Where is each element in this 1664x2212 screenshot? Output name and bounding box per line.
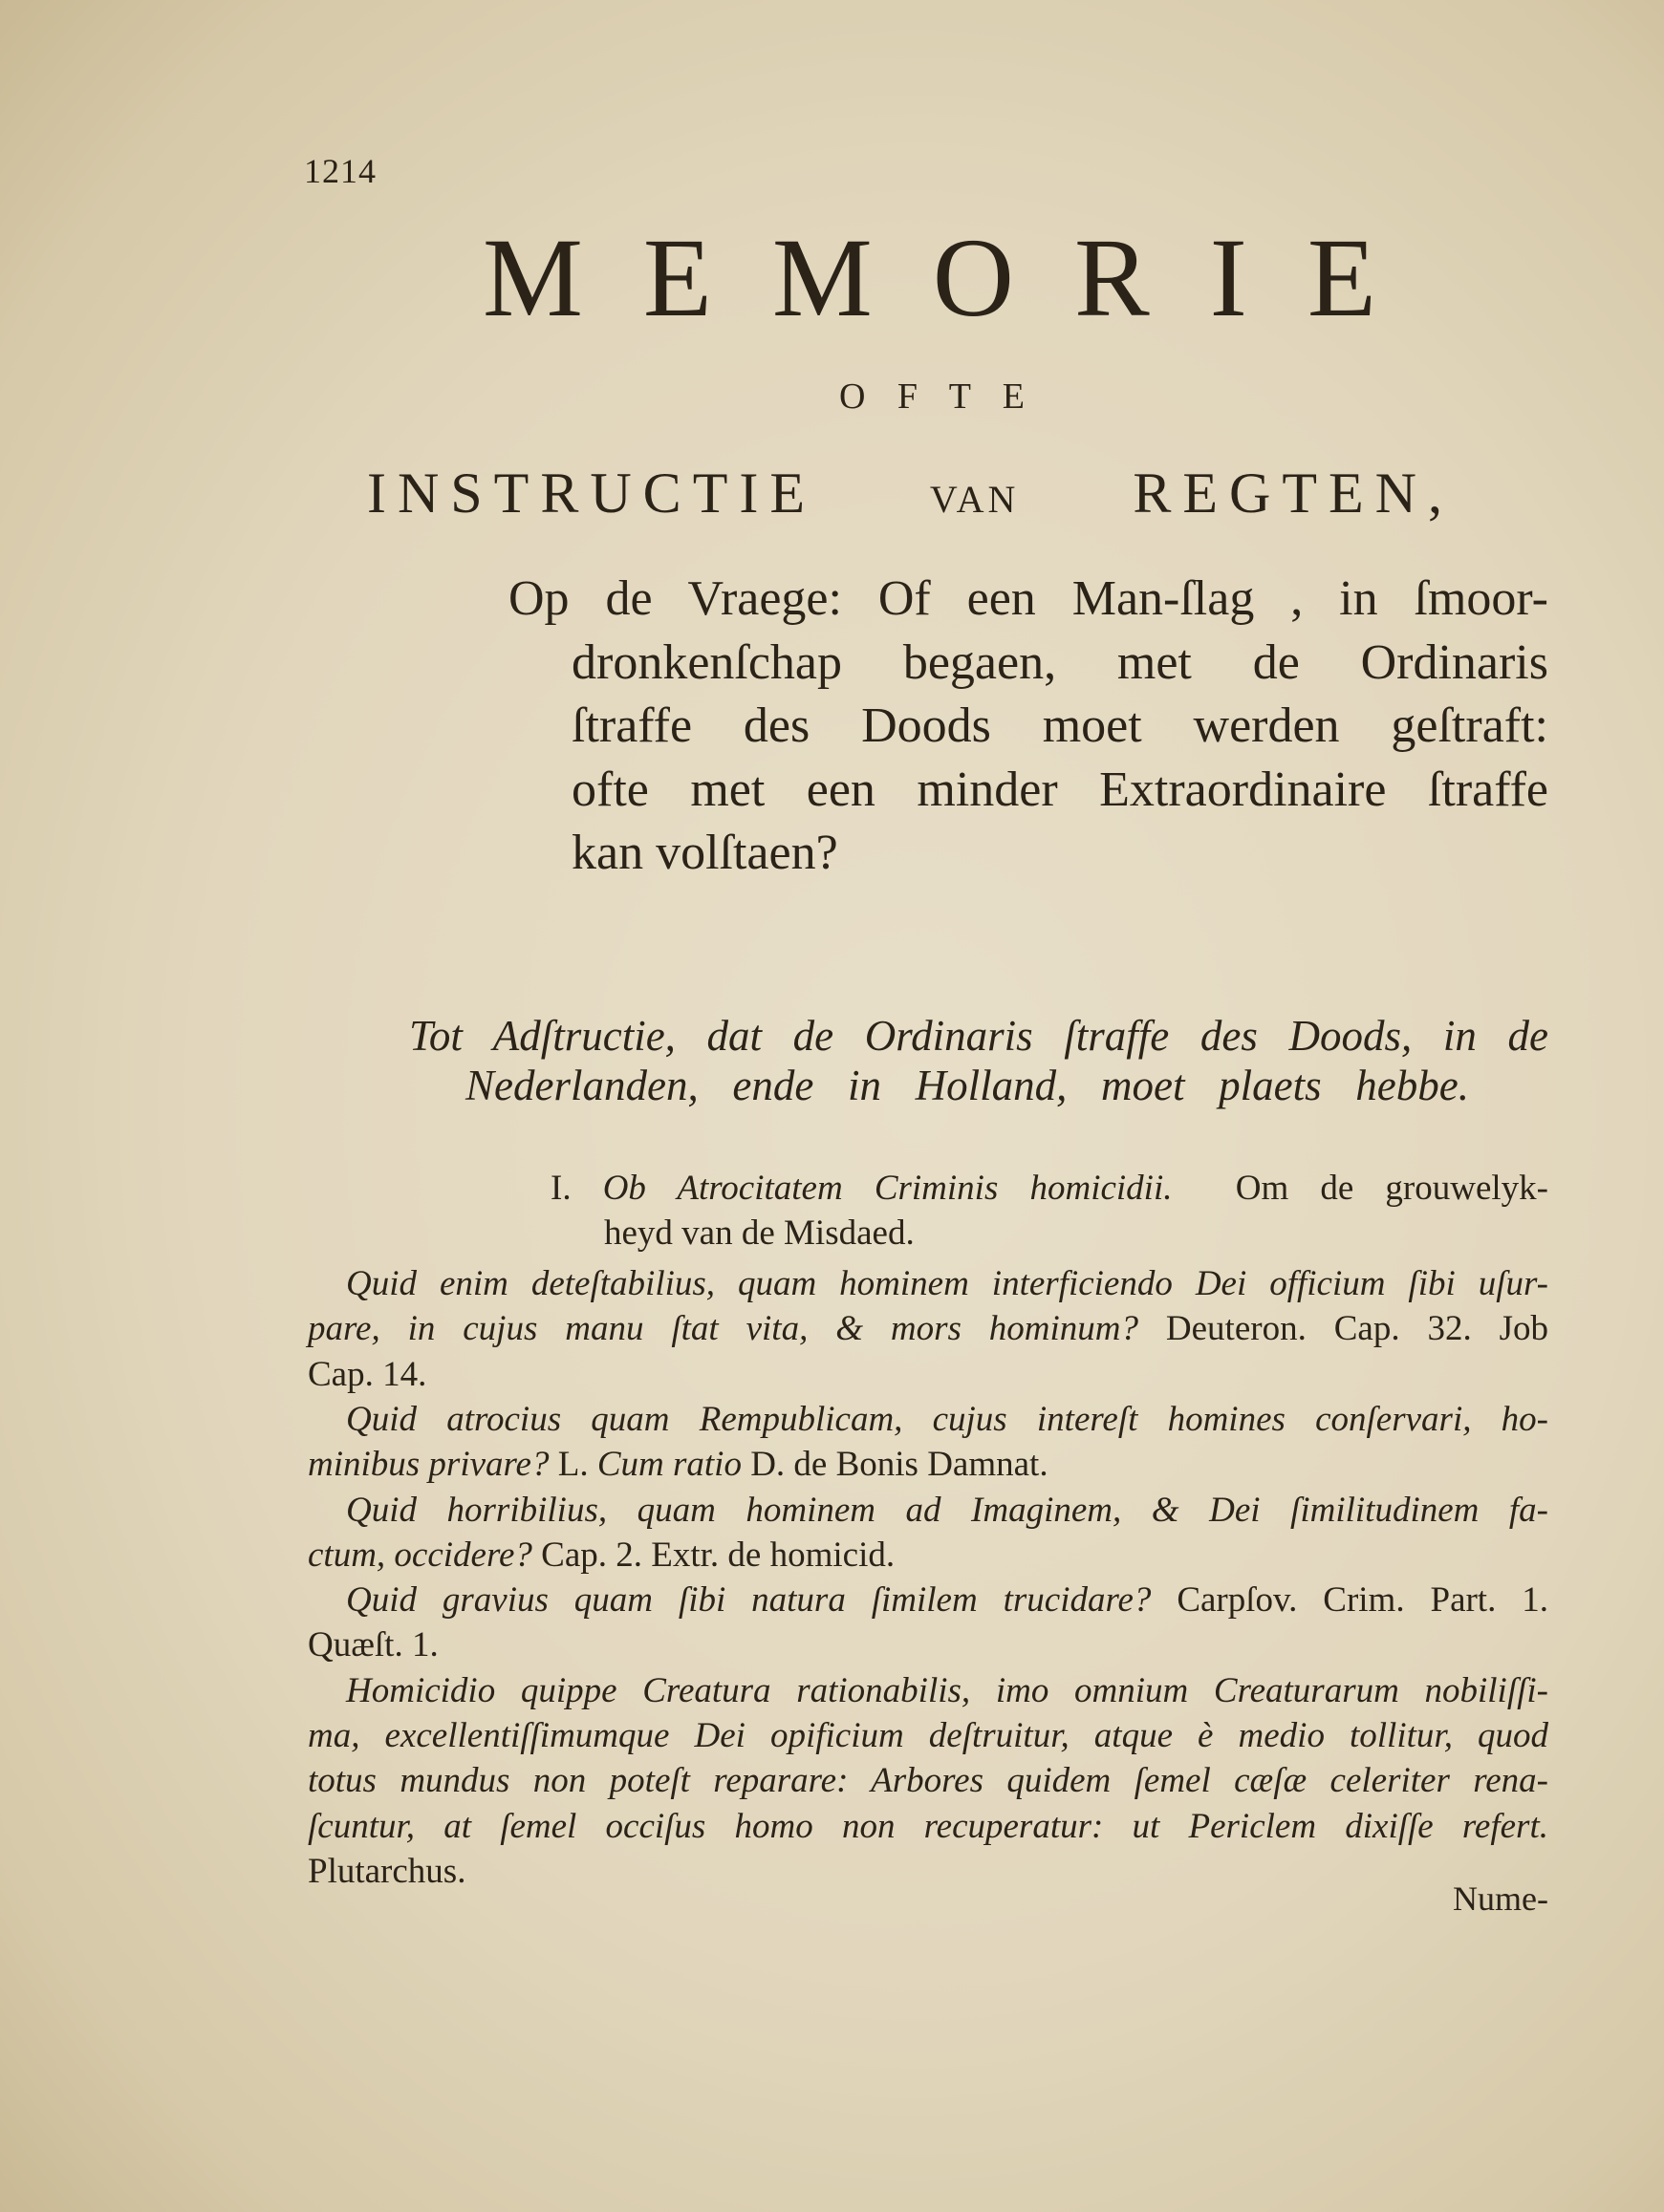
italic-text: totus mundus non poteſt reparare: Arbores quidem ſemel cæſæ celeriter rena- — [308, 1761, 1548, 1801]
body-line — [308, 1715, 1548, 1756]
italic-text: ſcuntur, at ſemel occiſus homo non recuperatur: ut Periclem dixiſſe refert. — [308, 1806, 1548, 1846]
italic-text: Quid enim deteſtabilius, quam hominem interficiendo Dei officium ſibi uſur- — [346, 1264, 1548, 1303]
body-line — [308, 1851, 465, 1892]
page-number: 1214 — [304, 152, 377, 190]
body-line — [308, 1624, 439, 1665]
roman-text: Quæſt. 1. — [308, 1625, 439, 1665]
italic-text: Quid atrocius quam Rempublicam, cujus intereſt homines conſervari, ho- — [346, 1399, 1548, 1439]
body-line — [346, 1399, 1548, 1440]
section-line — [551, 1168, 1548, 1209]
body-line — [346, 1579, 1548, 1621]
body-line — [308, 1444, 1048, 1485]
italic-text: Quid horribilius, quam hominem ad Imaginem, & Dei ſimilitudinem fa- — [346, 1490, 1548, 1530]
body-line — [308, 1354, 426, 1395]
subtitle-instructie — [367, 462, 1455, 525]
roman-text: Deuteron. Cap. 32. Job — [1138, 1309, 1548, 1349]
body-line — [346, 1490, 1548, 1531]
instructie-word: INSTRUCTIE — [367, 462, 816, 525]
italic-text: Quid gravius quam ſibi natura ſimilem trucidare? — [346, 1580, 1152, 1621]
roman-text: Om de grouwelyk- — [1172, 1169, 1548, 1208]
heading-line: Tot Adſtructie, dat de Ordinaris ſtraffe des Doods, in de — [409, 1012, 1548, 1060]
roman-text: D. de Bonis Damnat. — [741, 1445, 1048, 1485]
italic-text: minibus privare? — [308, 1445, 550, 1485]
body-line — [346, 1263, 1548, 1304]
subtitle-ofte: O F T E — [839, 376, 1025, 417]
question-line: ſtraffe des Doods moet werden geſtraft: — [572, 698, 1548, 753]
italic-text: pare, in cujus manu ſtat vita, & mors hominum? — [308, 1309, 1139, 1349]
italic-text: Ob Atrocitatem Criminis homicidii. — [602, 1169, 1173, 1208]
roman-text: I. — [551, 1169, 603, 1208]
italic-text: Cum ratio — [596, 1445, 742, 1485]
catchword: Nume- — [1453, 1879, 1548, 1918]
title-memorie: M E M O R I E — [483, 215, 1376, 340]
italic-text: Homicidio quippe Creatura rationabilis, imo omnium Creaturarum nobiliſſi- — [346, 1670, 1548, 1710]
body-line — [308, 1760, 1548, 1801]
italic-text: ctum, occidere? — [308, 1535, 532, 1575]
regten-word: REGTEN, — [1133, 462, 1455, 525]
roman-text: Carpſov. Crim. Part. 1. — [1151, 1580, 1548, 1621]
roman-text: heyd van de Misdaed. — [604, 1213, 915, 1253]
body-line — [346, 1670, 1548, 1711]
roman-text: Plutarchus. — [308, 1851, 466, 1891]
body-line — [308, 1308, 1548, 1349]
question-line: kan volſtaen? — [572, 826, 838, 880]
heading-line: Nederlanden, ende in Holland, moet plaets hebbe. — [465, 1062, 1469, 1109]
roman-text: L. — [549, 1445, 597, 1485]
italic-text: ma, excellentiſſimumque Dei opificium deſtruitur, atque è medio tollitur, quod — [308, 1716, 1548, 1755]
section-line — [604, 1213, 915, 1254]
roman-text: Cap. 14. — [308, 1354, 427, 1394]
question-line: dronkenſchap begaen, met de Ordinaris — [572, 634, 1548, 690]
body-line — [308, 1535, 895, 1576]
roman-text: Cap. 2. Extr. de homicid. — [531, 1535, 896, 1575]
van-word: VAN — [929, 478, 1020, 521]
question-line: ofte met een minder Extraordinaire ſtraffe — [572, 762, 1548, 817]
body-line — [308, 1806, 1548, 1847]
question-line: Op de Vraege: Of een Man-ſlag , in ſmoor- — [508, 571, 1548, 626]
